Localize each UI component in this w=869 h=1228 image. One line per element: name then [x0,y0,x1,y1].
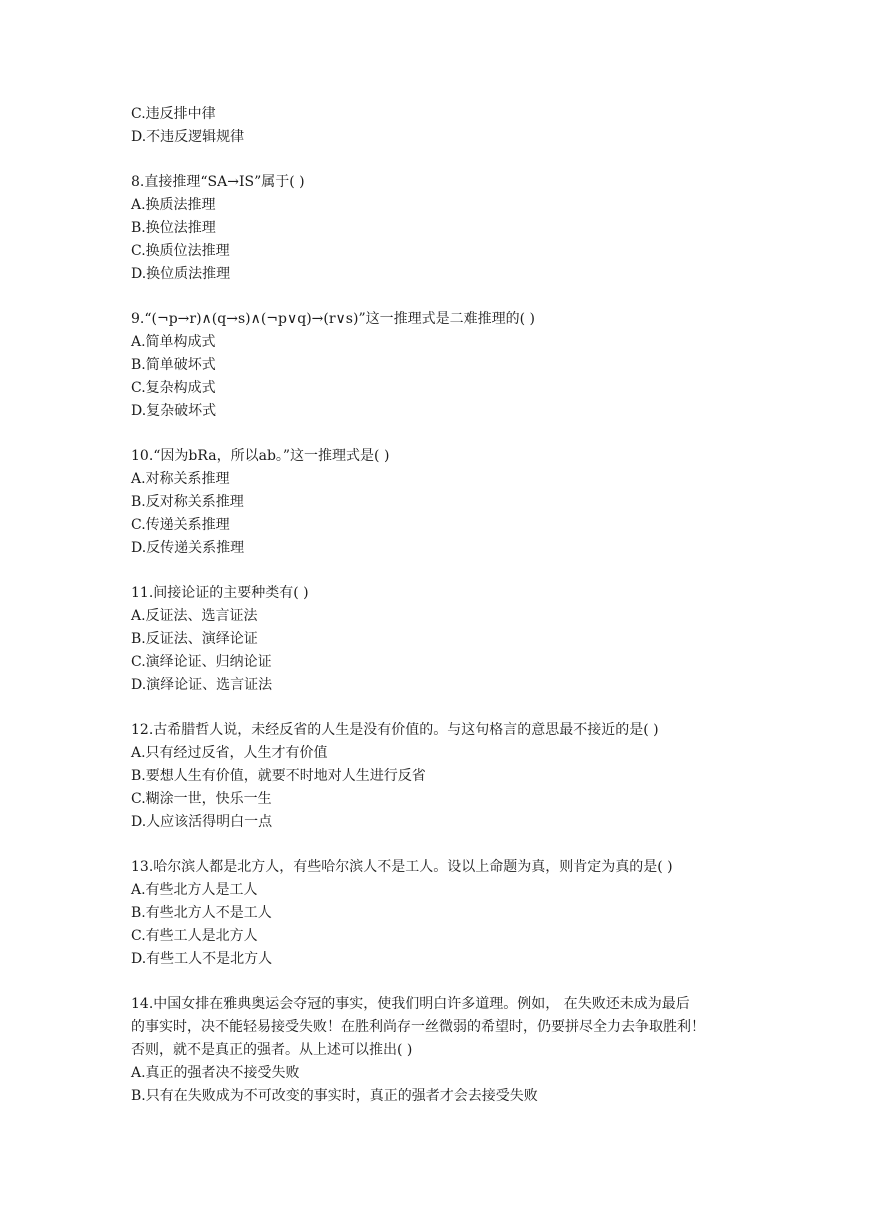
lead-options [131,103,741,149]
option: C.违反排中律 [131,106,216,122]
option: C.演绎论证、归纳论证 [131,654,272,670]
option: D.复杂破坏式 [131,403,217,419]
option: A.反证法、选言证法 [131,608,258,624]
question-stem: 9.“(¬p→r)∧(q→s)∧(¬p∨q)→(r∨s)”这一推理式是二难推理的( ) [131,311,535,327]
question-11 [131,582,741,697]
question-9 [131,308,741,423]
option: A.对称关系推理 [131,471,230,487]
option: D.换位质法推理 [131,266,231,282]
option: C.复杂构成式 [131,380,216,396]
option: D.人应该活得明白一点 [131,814,273,830]
question-stem-line: 的事实时，决不能轻易接受失败！在胜利尚存一丝微弱的希望时，仍要拼尽全力去争取胜利！ [131,1019,705,1035]
option: D.有些工人不是北方人 [131,951,273,967]
option: C.传递关系推理 [131,517,230,533]
option: B.换位法推理 [131,220,216,236]
option: A.有些北方人是工人 [131,882,258,898]
question-stem: 11.间接论证的主要种类有( ) [131,585,309,601]
option: A.只有经过反省，人生才有价值 [131,745,328,761]
question-10 [131,445,741,560]
question-stem: 12.古希腊哲人说，未经反省的人生是没有价值的。与这句格言的意思最不接近的是( ) [131,722,659,738]
option: C.换质位法推理 [131,243,230,259]
option: C.有些工人是北方人 [131,928,258,944]
option: B.反对称关系推理 [131,494,244,510]
option: B.反证法、演绎论证 [131,631,258,647]
question-stem: 13.哈尔滨人都是北方人，有些哈尔滨人不是工人。设以上命题为真，则肯定为真的是( ) [131,859,673,875]
question-stem-line: 否则，就不是真正的强者。从上述可以推出( ) [131,1042,413,1058]
option: D.反传递关系推理 [131,540,245,556]
option: D.不违反逻辑规律 [131,129,245,145]
question-8 [131,171,741,286]
option: D.演绎论证、选言证法 [131,677,273,693]
question-14 [131,993,741,1108]
option: B.有些北方人不是工人 [131,905,272,921]
option: B.简单破坏式 [131,357,216,373]
option: C.糊涂一世，快乐一生 [131,791,272,807]
option: A.真正的强者决不接受失败 [131,1065,300,1081]
option: B.只有在失败成为不可改变的事实时，真正的强者才会去接受失败 [131,1088,538,1104]
question-13 [131,856,741,971]
option: A.简单构成式 [131,334,216,350]
question-stem-line: 14.中国女排在雅典奥运会夺冠的事实，使我们明白许多道理。例如， 在失败还未成为最后 [131,996,690,1012]
question-12 [131,719,741,834]
document-page [131,103,741,1108]
option: A.换质法推理 [131,197,216,213]
question-stem: 10.“因为bRa，所以ab。”这一推理式是( ) [131,448,390,464]
option: B.要想人生有价值，就要不时地对人生进行反省 [131,768,426,784]
question-stem: 8.直接推理“SA→IS”属于( ) [131,174,305,190]
